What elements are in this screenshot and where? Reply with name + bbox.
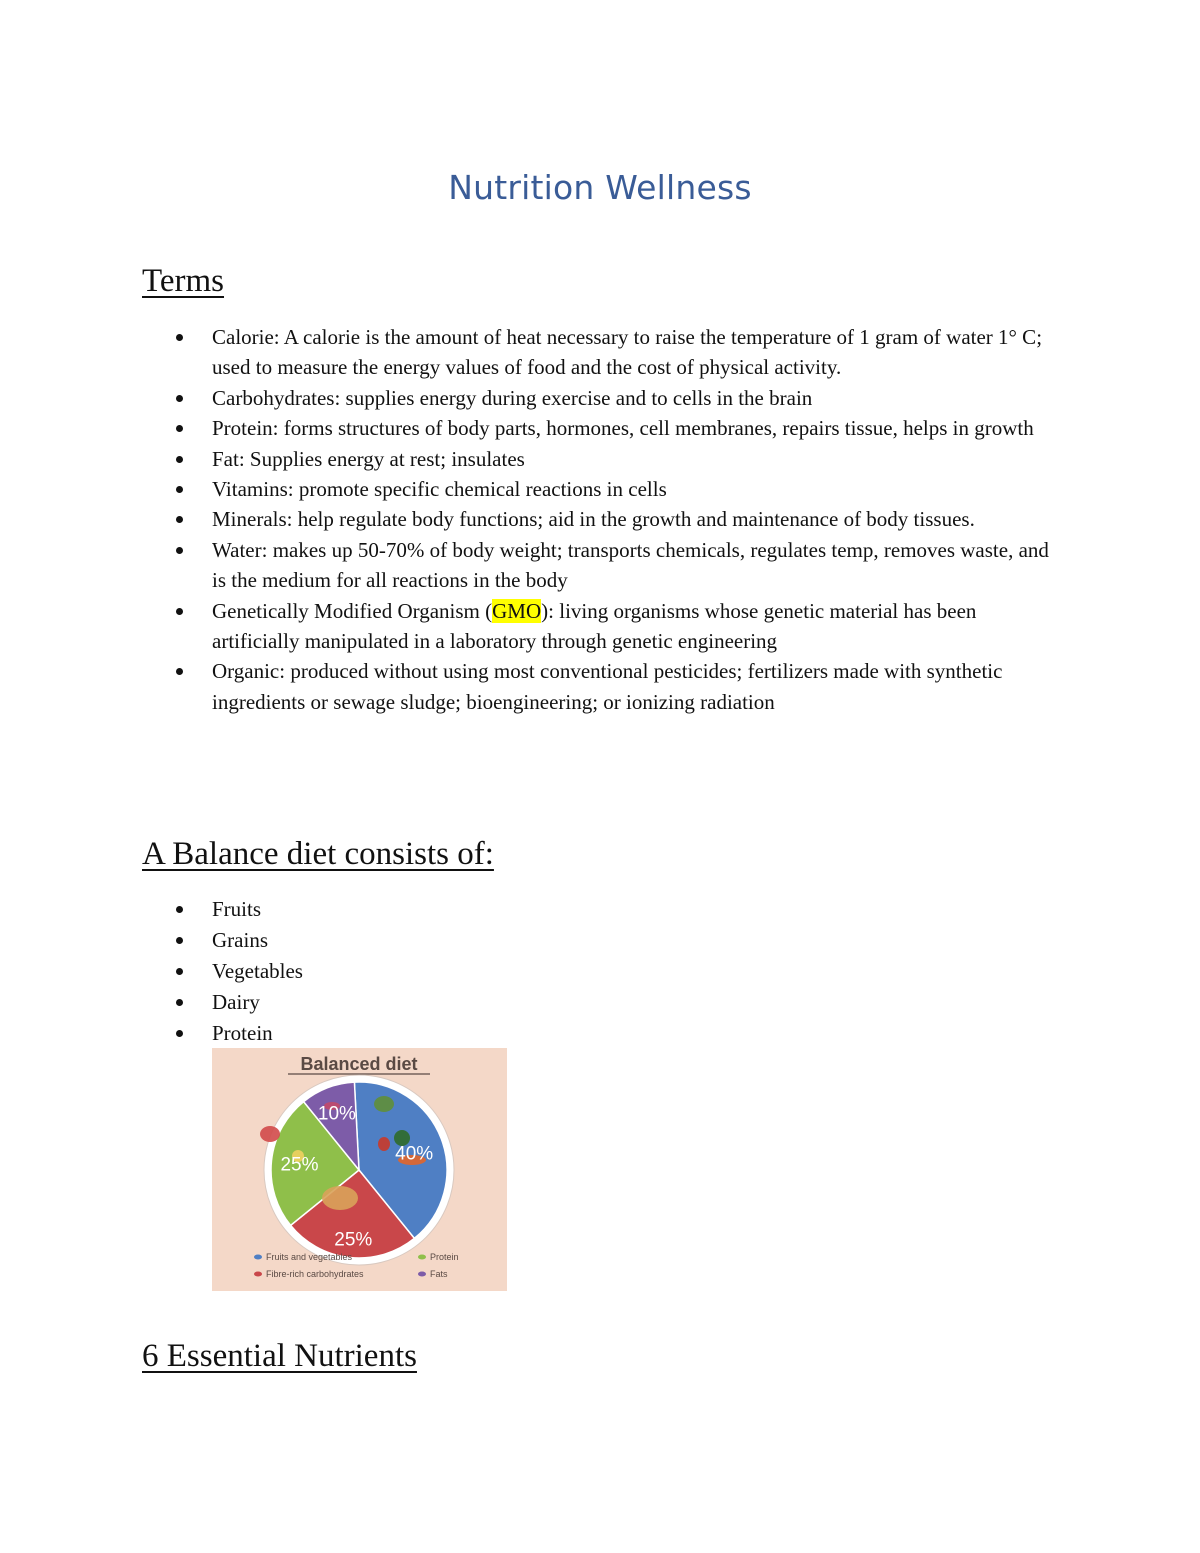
term-text: Minerals: help regulate body functions; aid in the growth and maintenance of body tissues. <box>212 507 975 532</box>
bullet-icon <box>176 334 183 341</box>
bullet-icon <box>176 547 183 554</box>
term-item <box>212 413 1062 443</box>
bullet-icon <box>176 456 183 463</box>
bullet-icon <box>176 1030 183 1037</box>
balanced-diet-image <box>212 1048 507 1291</box>
bullet-icon <box>176 968 183 975</box>
term-item <box>212 535 1062 596</box>
balanced-diet-graphic <box>212 1048 507 1291</box>
term-text: Genetically Modified Organism ( <box>212 598 493 623</box>
diet-item <box>212 894 612 925</box>
bullet-icon <box>176 937 183 944</box>
term-text: Calorie: A calorie is the amount of heat necessary to raise the temperature of 1 gram of water 1° C; used to measure the energy values of food and the cost of physical activity. <box>212 325 1043 380</box>
term-text: Water: makes up 50-70% of body weight; transports chemicals, regulates temp, removes waste, and is the medium for all reactions in the body <box>212 537 1049 593</box>
term-item <box>212 444 1062 474</box>
diet-item <box>212 987 612 1018</box>
diet-item <box>212 925 612 956</box>
legend-marker <box>418 1255 426 1260</box>
pie-slice-label: 25% <box>280 1154 319 1176</box>
legend-marker <box>418 1272 426 1277</box>
bullet-icon <box>176 906 183 913</box>
term-item <box>212 504 1062 534</box>
diet-pie <box>260 1075 454 1265</box>
bullet-icon <box>176 516 183 523</box>
bullet-icon <box>176 608 183 615</box>
term-item <box>212 656 1062 717</box>
diet-item-label: Protein <box>212 1021 273 1045</box>
terms-heading: Terms <box>142 263 225 299</box>
bullet-icon <box>176 486 183 493</box>
term-item <box>212 474 1062 504</box>
page-title: Nutrition Wellness <box>448 168 752 207</box>
bullet-icon <box>176 395 183 402</box>
bullet-icon <box>176 999 183 1006</box>
diet-item <box>212 1018 612 1049</box>
term-text: Carbohydrates: supplies energy during exercise and to cells in the brain <box>212 385 813 410</box>
pie-slice-label: 40% <box>395 1143 434 1165</box>
food-illustration <box>260 1126 280 1142</box>
legend-label: Fibre-rich carbohydrates <box>266 1269 364 1279</box>
term-item <box>212 383 1062 413</box>
pie-slice-label: 25% <box>334 1229 373 1251</box>
term-text: Organic: produced without using most conventional pesticides; fertilizers made with synthetic ingredients or sewage sludge; bioengineering; or ionizing radiation <box>212 659 1003 714</box>
term-text: Fat: Supplies energy at rest; insulates <box>212 446 525 471</box>
pie-slice-label: 10% <box>317 1103 356 1125</box>
term-text: Protein: forms structures of body parts, hormones, cell membranes, repairs tissue, helps in growth <box>212 416 1034 441</box>
image-title: Balanced diet <box>300 1054 418 1074</box>
diet-item-label: Fruits <box>212 897 262 921</box>
highlighted-term: GMO <box>492 598 542 623</box>
terms-list <box>212 322 1062 717</box>
term-text: ): living organisms whose genetic material has been artificially manipulated in a laboratory through genetic engineering <box>212 598 977 654</box>
bullet-icon <box>176 425 183 432</box>
term-item <box>212 596 1062 657</box>
diet-item-label: Grains <box>212 928 268 952</box>
term-item <box>212 322 1062 383</box>
legend-label: Fruits and vegetables <box>266 1252 353 1262</box>
food-illustration <box>378 1137 390 1151</box>
bullet-icon <box>176 668 183 675</box>
food-illustration <box>374 1096 394 1112</box>
diet-item-label: Dairy <box>212 990 260 1014</box>
diet-list <box>212 894 612 1049</box>
legend-marker <box>254 1272 262 1277</box>
term-text: Vitamins: promote specific chemical reactions in cells <box>212 477 667 502</box>
legend-marker <box>254 1255 262 1260</box>
food-illustration <box>322 1186 358 1210</box>
diet-item-label: Vegetables <box>212 959 303 983</box>
legend-label: Protein <box>430 1252 459 1262</box>
diet-item <box>212 956 612 987</box>
essential-nutrients-heading: 6 Essential Nutrients <box>142 1338 417 1374</box>
legend-label: Fats <box>430 1269 448 1279</box>
balance-diet-heading: A Balance diet consists of: <box>142 836 494 872</box>
